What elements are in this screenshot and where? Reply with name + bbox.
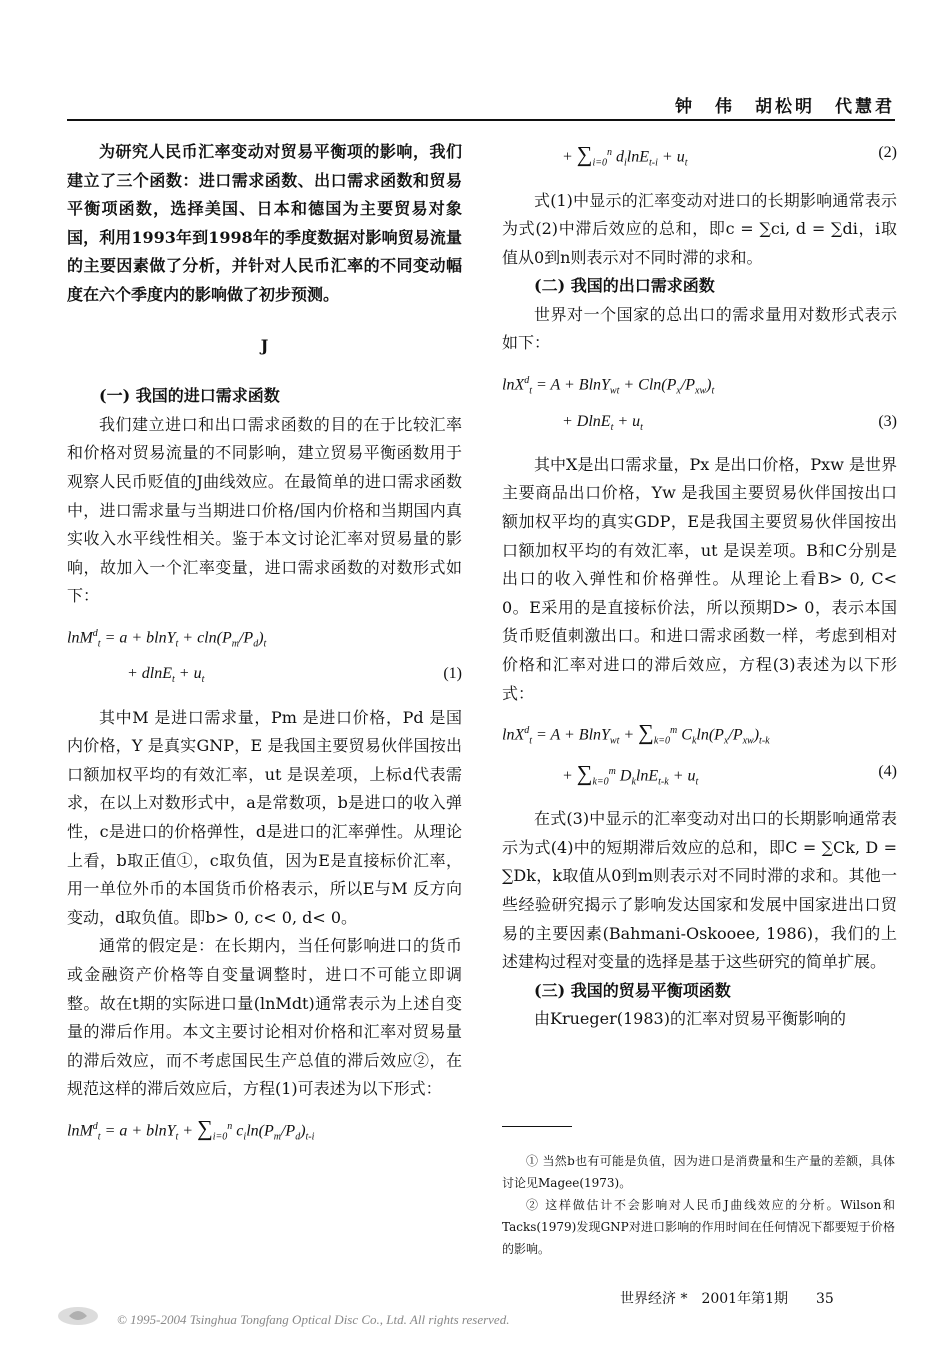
equation-3: $\ln X^d_t = A + BlnY_{wt} + Cln(P_x/P_{xw})_t$ + $DlnE_t + u_t$ (3): [502, 366, 897, 443]
paragraph-variables: 其中M 是进口需求量，Pm 是进口价格，Pd 是国内价格，Y 是真实GNP，E 是我国主要贸易伙伴国按出口额加权平均的有效汇率，ut 是误差项，上标d代表需求，在以上对数形式中，a是常数项，b是进口的收入弹性，c是进口的价格弹性，d是进口的汇率弹性。从理论上看，b取正值①，c取负值，因为E是直接标价汇率，用一单位外币的本国货币价格表示，所以E与M 反方向变动，d取负值。即b> 0, c< 0, d< 0。: [67, 707, 462, 927]
equation-2-second-line: + $\sum_{i=0}^n$ $d_i\ln E_{t-i} + u_t$ (2): [502, 138, 897, 179]
right-column: [502, 138, 897, 1034]
paragraph-export-long-run: 在式(3)中显示的汇率变动对出口的长期影响通常表示为式(4)中的短期滞后效应的总和，即C = ∑Ck, D = ∑Dk，k取值从0到m则表示对不同时滞的求和。其他一些经验研究揭示了影响发达国家和发展中国家进出口贸易的主要因素(Bahmani-Oskooee, 1986)，我们的上述建构过程对变量的选择是基于这些研究的简单扩展。: [502, 809, 897, 972]
footer-copyright: © 1995-2004 Tsinghua Tongfang Optical Disc Co., Ltd. All rights reserved.: [117, 1312, 510, 1327]
equation-3-number: (3): [878, 412, 897, 430]
equation-4-number: (4): [878, 762, 897, 780]
intro-paragraph: 为研究人民币汇率变动对贸易平衡项的影响，我们建立了三个函数：进口需求函数、出口需求函数和贸易平衡项函数，选择美国、日本和德国为主要贸易对象国，利用1993年到1998年的季度数据对影响贸易流量的主要因素做了分析，并针对人民币汇率的不同变动幅度在六个季度内的影响做了初步预测。: [67, 142, 462, 304]
left-column: [67, 138, 462, 1160]
subsection-export-demand: (二) 我国的出口需求函数: [534, 276, 715, 296]
footnotes: [502, 1150, 895, 1260]
footer-journal-info: 世界经济 * 2001年第1期 35: [620, 1291, 834, 1307]
footnote-1: ① 当然b也有可能是负值，因为进口是消费量和生产量的差额，具体讨论见Magee(1973)。: [502, 1154, 895, 1190]
paragraph-export-intro: 世界对一个国家的总出口的需求量用对数形式表示如下：: [502, 304, 897, 353]
section-heading: J: [260, 335, 269, 355]
equation-4: $\ln X^d_t = A + BlnY_{wt} + \sum_{k=0}^m$ $C_k\ln(P_x/P_{xw})_{t-k}$ + $\sum_{k=0}^m$ $D_k\ln E_{t-k} + u_t$ (4): [502, 719, 897, 788]
header-rule: [67, 119, 895, 121]
equation-1-number: (1): [443, 665, 462, 683]
equation-2-number: (2): [878, 144, 897, 161]
header-authors: 钟 伟 胡松明 代慧君: [675, 97, 895, 117]
footnote-rule: [502, 1126, 572, 1127]
equation-1: $\ln M^d_t = a + blnY_t + cln(P_m/P_d)_t$ + $dlnE_t + u_t$ (1): [67, 619, 462, 696]
paragraph-export-variables: 其中X是出口需求量，Px 是出口价格，Pxw 是世界主要商品出口价格，Yw 是我国主要贸易伙伴国按出口额加权平均的真实GDP，E是我国主要贸易伙伴国按出口额加权平均的有效汇率，ut 是误差项。B和C分别是出口的收入弹性和价格弹性。从理论上看B> 0, C< 0。E采用的是直接标价法，所以预期D> 0，表示本国货币贬值刺激出口。和进口需求函数一样，考虑到相对价格和汇率对进口的滞后效应，方程(3)表述为以下形式：: [502, 454, 897, 703]
footnote-2: ② 这样做估计不会影响对人民币J曲线效应的分析。Wilson和Tacks(1979)发现GNP对进口影响的作用时间在任何情况下都要短于价格的影响。: [502, 1198, 895, 1256]
subsection-import-demand: (一) 我国的进口需求函数: [99, 386, 280, 406]
paragraph-import-long-run: 式(1)中显示的汇率变动对进口的长期影响通常表示为式(2)中滞后效应的总和，即c = ∑ci, d = ∑di，i取值从0到n则表示对不同时滞的求和。: [502, 190, 897, 267]
paragraph-lag-assumption: 通常的假定是：在长期内，当任何影响进口的货币或金融资产价格等自变量调整时，进口不可能立即调整。故在t期的实际进口量(lnMdt)通常表示为上述自变量的滞后作用。本文主要讨论相对价格和汇率对贸易量的滞后效应，而不考虑国民生产总值的滞后效应②，在规范这样的滞后效应后，方程(1)可表述为以下形式：: [67, 936, 462, 1099]
paragraph-import-intro: 我们建立进口和出口需求函数的目的在于比较汇率和价格对贸易流量的不同影响，建立贸易平衡函数用于观察人民币贬值的J曲线效应。在最简单的进口需求函数中，进口需求量与当期进口价格/国内价格和当期国内真实收入水平线性相关。鉴于本文讨论汇率对贸易量的影响，故加入一个汇率变量，进口需求函数的对数形式如下：: [67, 414, 462, 606]
equation-2-first-line: $\ln M^d_t = a + blnY_t + \sum_{i=0}^n$ $c_i\ln(P_m/P_d)_{t-i}$: [67, 1115, 315, 1143]
subsection-trade-balance: (三) 我国的贸易平衡项函数: [534, 980, 731, 1000]
paragraph-trade-balance: 由Krueger(1983)的汇率对贸易平衡影响的: [534, 1009, 846, 1029]
publisher-logo-icon: [55, 1304, 101, 1330]
